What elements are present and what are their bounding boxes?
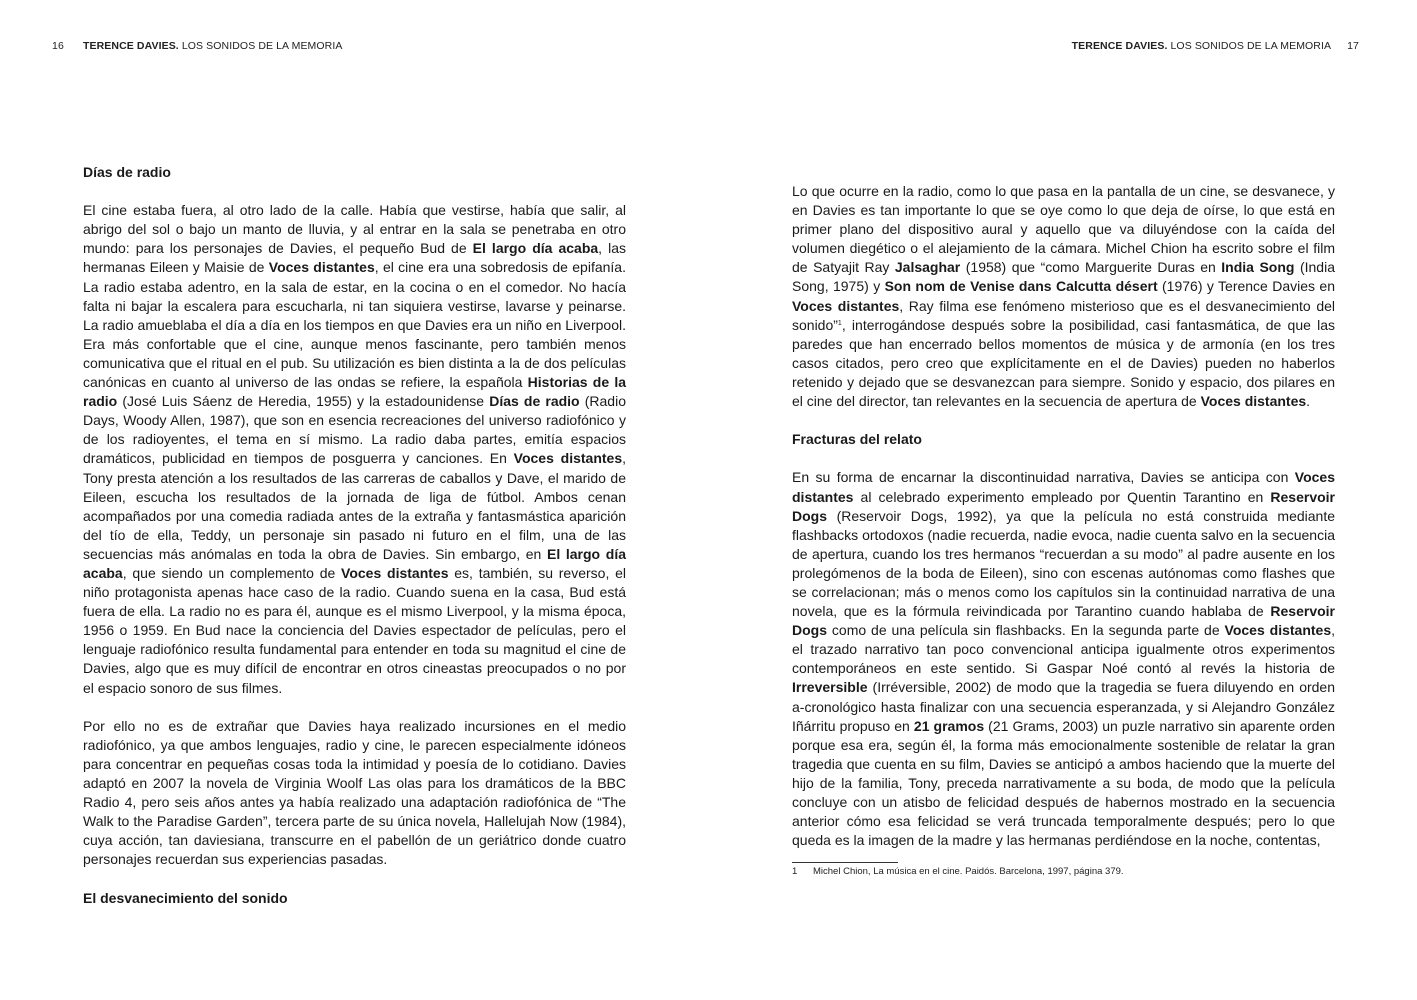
paragraph: [792, 182, 1335, 411]
page-number-left: 16: [52, 40, 64, 52]
text-run: como de una película sin flashbacks. En la segunda parte de: [827, 622, 1225, 639]
running-head-left: [52, 40, 342, 52]
footnote-number: 1: [792, 866, 798, 877]
film-title: Voces distantes: [792, 297, 900, 314]
text-run: , el cine era una sobredosis de epifanía. La radio estaba adentro, en la sala de estar, en la cocina o en el comedor. No hacía falta ni bajar la escalera para escucharla, ni tan siquiera vestirse, lavarse y peinarse. La radio amueblaba el día a día en los tiempos en que Davies era un niño en Liverpool. Era más confortable que el cine, aunque menos fascinante, pero también menos comunicativa que el ritual en el pub. Su utilización es bien distinta a la de dos películas canónicas en cuanto al universo de las ondas se refiere, la española: [83, 259, 626, 391]
text-run: (India Song, 1975) y: [792, 259, 1335, 295]
film-title: Voces distantes: [513, 450, 623, 467]
running-head-author: TERENCE DAVIES.: [83, 40, 179, 52]
film-title: Voces distantes: [341, 564, 449, 581]
film-title: 21 gramos: [913, 717, 985, 734]
paragraph: [83, 717, 626, 870]
text-run: al celebrado experimento empleado por Quentin Tarantino en: [853, 488, 1271, 505]
right-page-body: [792, 182, 1335, 869]
paragraph: [792, 468, 1335, 850]
film-title: Historias de la radio: [83, 374, 626, 410]
text-run: (21 Grams, 2003) un puzle narrativo sin aparente orden porque esa era, según él, la forma más emocionalmente sostenible de relatar la gran tragedia que cuenta en su film, Davies se anticipó a ambos haciendo que la muerte del hijo de la familia, Tony, preceda narrativamente a su boda, de modo que la película concluye con un atisbo de felicidad después de habernos mostrado en la secuencia anterior cómo esa felicidad se verá truncada temporalmente después; pero lo que queda es la imagen de la madre y las hermanas perdiéndose en la noche, contentas,: [792, 717, 1335, 849]
footnote: [792, 866, 1335, 878]
text-run: , las hermanas Eileen y Maisie de: [83, 240, 626, 276]
running-head-title: LOS SONIDOS DE LA MEMORIA: [1167, 40, 1332, 52]
text-run: , el trazado narrativo tan poco convencional anticipa igualmente otros experimentos contemporáneos en este sentido. Si Gaspar Noé contó al revés la historia de: [792, 622, 1336, 677]
film-title: Reservoir Dogs: [792, 603, 1335, 639]
text-run: , Tony presta atención a los resultados de las carreras de caballos y Dave, el marido de Eileen, escucha los resultados de la jornada de liga de fútbol. Ambos cenan acompañados por una comedia radiada antes de la extraña y fantasmástica aparición del tío de ella, Teddy, un personaje sin pasado ni futuro en el film, una de las secuencias más anómalas en toda la obra de Davies. Sin embargo, en: [83, 450, 626, 562]
text-run: (Reservoir Dogs, 1992), ya que la película no está construida mediante flashbacks ortodoxos (nadie recuerda, nadie evoca, nadie cuenta salvo en la secuencia de apertura, cuando los tres hermanos “recuerdan a su modo” al padre ausente en los prolegómenos de la boda de Eileen), sino con escenas autónomas como flashes que se correlacionan; más o menos como los capítulos sin la continuidad narrativa de una novela, que es la fórmula reivindicada por Tarantino cuando hablaba de: [792, 507, 1335, 620]
footnote-ref: 1: [837, 319, 842, 327]
text-run: .: [1306, 393, 1311, 410]
running-head-author: TERENCE DAVIES.: [1071, 40, 1168, 52]
page-number-right: 17: [1347, 40, 1359, 52]
text-run: (1976) y Terence Davies en: [1157, 278, 1336, 295]
left-page-body: [83, 163, 626, 927]
film-title: El largo día acaba: [472, 240, 599, 257]
film-title: Voces distantes: [1224, 622, 1332, 639]
film-title: El largo día acaba: [83, 545, 626, 581]
section-heading-dias-de-radio: Días de radio: [83, 164, 171, 180]
film-title: Voces distantes: [1200, 393, 1307, 410]
paragraph: [83, 201, 626, 697]
film-title: Voces distantes: [268, 259, 375, 276]
text-run: El cine estaba fuera, al otro lado de la calle. Había que vestirse, había que salir, al abrigo del sol o bajo un manto de lluvia, y al entrar en la sala se penetraba en otro mundo: para los personajes de Davies, el pequeño Bud de: [83, 202, 626, 257]
text-run: , que siendo un complemento de: [122, 564, 342, 581]
text-run: (Radio Days, Woody Allen, 1987), que son en esencia recreaciones del universo radiofónico y de los radioyentes, el tema en sí mismo. La radio daba partes, emitía espacios dramáticos, publicidad en tiempos de posguerra y canciones. En: [83, 393, 626, 467]
footnote-divider: [792, 862, 898, 863]
section-heading-fracturas: Fracturas del relato: [792, 431, 922, 448]
text-run: , interrogándose después sobre la posibilidad, casi fantasmática, de que las paredes que han encerrado bellos momentos de música y de armonía (en los tres casos citados, pero creo que explícitamente en el de Davies) pueden no haberlos retenido y dejado que se desvanezcan para siempre. Sonido y espacio, dos pilares en el cine del director, tan relevantes en la secuencia de apertura de: [792, 316, 1335, 410]
text-run: Lo que ocurre en la radio, como lo que pasa en la pantalla de un cine, se desvanece, y en Davies es tan importante lo que se oye como lo que deja de oírse, lo que está en primer plano del dispositivo aural y aquello que va diluyéndose con la caída del volumen diegético o el alejamiento de la cámara. Michel Chion ha escrito sobre el film de Satyajit Ray: [792, 183, 1335, 276]
text-run: es, también, su reverso, el niño protagonista apenas hace caso de la radio. Cuando suena en la casa, Bud está fuera de ella. La radio no es para él, aunque es el mismo Liverpool, y la misma época, 1956 o 1959. En Bud nace la conciencia del Davies espectador de películas, pero el lenguaje radiofónico resulta fundamental para entender en toda su magnitud el cine de Davies, algo que es muy difícil de encontrar en otros cineastas preocupados o no por el espacio sonoro de sus filmes.: [83, 564, 627, 696]
text-run: , Ray filma ese fenómeno misterioso que es el desvanecimiento del sonido”: [792, 297, 1336, 333]
section-heading-desvanecimiento: El desvanecimiento del sonido: [83, 889, 288, 906]
film-title: Días de radio: [489, 393, 580, 410]
text-run: Por ello no es de extrañar que Davies haya realizado incursiones en el medio radiofónico, ya que ambos lenguajes, radio y cine, le parecen especialmente idóneos para concentrar en pequeñas cosas toda la intimidad y poesía de lo cotidiano. Davies adaptó en 2007 la novela de Virginia Woolf Las olas para los dramáticos de la BBC Radio 4, pero seis años antes ya había realizado una adaptación radiofónica de “The Walk to the Paradise Garden”, tercera parte de su única novela, Hallelujah Now (1984), cuya acción, tan daviesiana, transcurre en el pabellón de un geriátrico donde cuatro personajes recuerdan sus experiencias pasadas.: [83, 717, 626, 868]
film-title: Reservoir Dogs: [792, 488, 1335, 524]
text-run: (1958) que “como Marguerite Duras en: [960, 259, 1222, 276]
text-run: En su forma de encarnar la discontinuidad narrativa, Davies se anticipa con: [792, 469, 1295, 486]
text-run: (Irréversible, 2002) de modo que la tragedia se fuera diluyendo en orden a-cronológico hasta finalizar con una secuencia esperanzada, y si Alejandro González Iñárritu propuso en: [792, 679, 1335, 734]
running-head-title: LOS SONIDOS DE LA MEMORIA: [178, 40, 343, 52]
text-run: (José Luis Sáenz de Heredia, 1955) y la estadounidense: [117, 393, 490, 410]
footnote-text: Michel Chion, La música en el cine. Paidós. Barcelona, 1997, página 379.: [813, 866, 1124, 877]
film-title: Voces distantes: [792, 469, 1335, 505]
footnotes: [792, 862, 1335, 878]
film-title: Irreversible: [792, 679, 868, 696]
film-title: Jalsaghar: [894, 259, 961, 276]
film-title: India Song: [1221, 259, 1295, 276]
film-title: Son nom de Venise dans Calcutta désert: [884, 278, 1158, 295]
running-head-right: [1072, 40, 1359, 52]
